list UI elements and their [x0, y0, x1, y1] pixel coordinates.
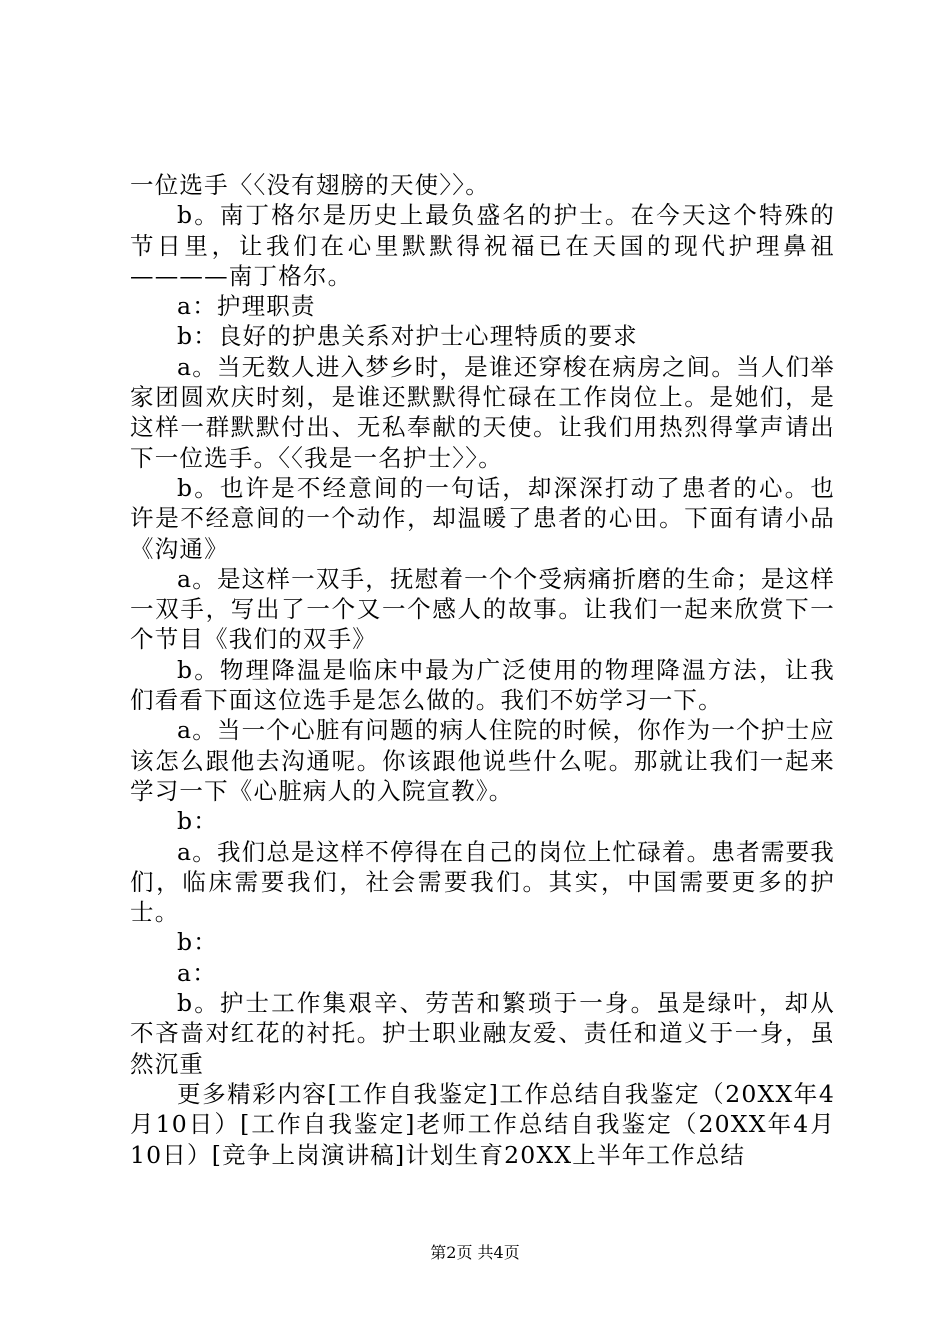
paragraph: a： — [177, 958, 217, 987]
paragraph: a。是这样一双手，抚慰着一个个受病痛折磨的生命；是这样一双手，写出了一个又一个感人的故事。让我们一起来欣赏下一个节目《我们的双手》 — [130, 564, 835, 654]
page-footer: 第2页 共4页 — [430, 1243, 520, 1262]
paragraph: b：良好的护患关系对护士心理特质的要求 — [177, 322, 638, 351]
paragraph: b。护士工作集艰辛、劳苦和繁琐于一身。虽是绿叶，却从不吝啬对红花的衬托。护士职业融友爱、责任和道义于一身，虽然沉重 — [130, 989, 835, 1078]
document-body — [130, 170, 835, 1170]
paragraph: b。也许是不经意间的一句话，却深深打动了患者的心。也许是不经意间的一个动作，却温暖了患者的心田。下面有请小品《沟通》 — [130, 473, 835, 563]
paragraph: a。当一个心脏有问题的病人住院的时候，你作为一个护士应该怎么跟他去沟通呢。你该跟他说些什么呢。那就让我们一起来学习一下《心脏病人的入院宣教》。 — [130, 716, 835, 805]
paragraph: a：护理职责 — [177, 292, 316, 321]
paragraph: 更多精彩内容[工作自我鉴定]工作总结自我鉴定（20XX年4月10日）[工作自我鉴定]老师工作总结自我鉴定（20XX年4月10日）[竞争上岗演讲稿]计划生育20XX上半年工作总结 — [130, 1079, 835, 1169]
paragraph: b。南丁格尔是历史上最负盛名的护士。在今天这个特殊的节日里，让我们在心里默默得祝福已在天国的现代护理鼻祖————南丁格尔。 — [130, 201, 835, 290]
paragraph: b： — [177, 807, 218, 836]
paragraph: b： — [177, 928, 218, 957]
paragraph: 一位选手〈〈没有翅膀的天使〉〉。 — [130, 171, 490, 199]
paragraph: a。当无数人进入梦乡时，是谁还穿梭在病房之间。当人们举家团圆欢庆时刻，是谁还默默得忙碌在工作岗位上。是她们，是这样一群默默付出、无私奉献的天使。让我们用热烈得掌声请出下一位选手。〈〈我是一名护士〉〉。 — [130, 352, 835, 472]
paragraph: a。我们总是这样不停得在自己的岗位上忙碌着。患者需要我们，临床需要我们，社会需要我们。其实，中国需要更多的护士。 — [130, 837, 835, 927]
paragraph: b。物理降温是临床中最为广泛使用的物理降温方法，让我们看看下面这位选手是怎么做的。我们不妨学习一下。 — [130, 655, 835, 715]
